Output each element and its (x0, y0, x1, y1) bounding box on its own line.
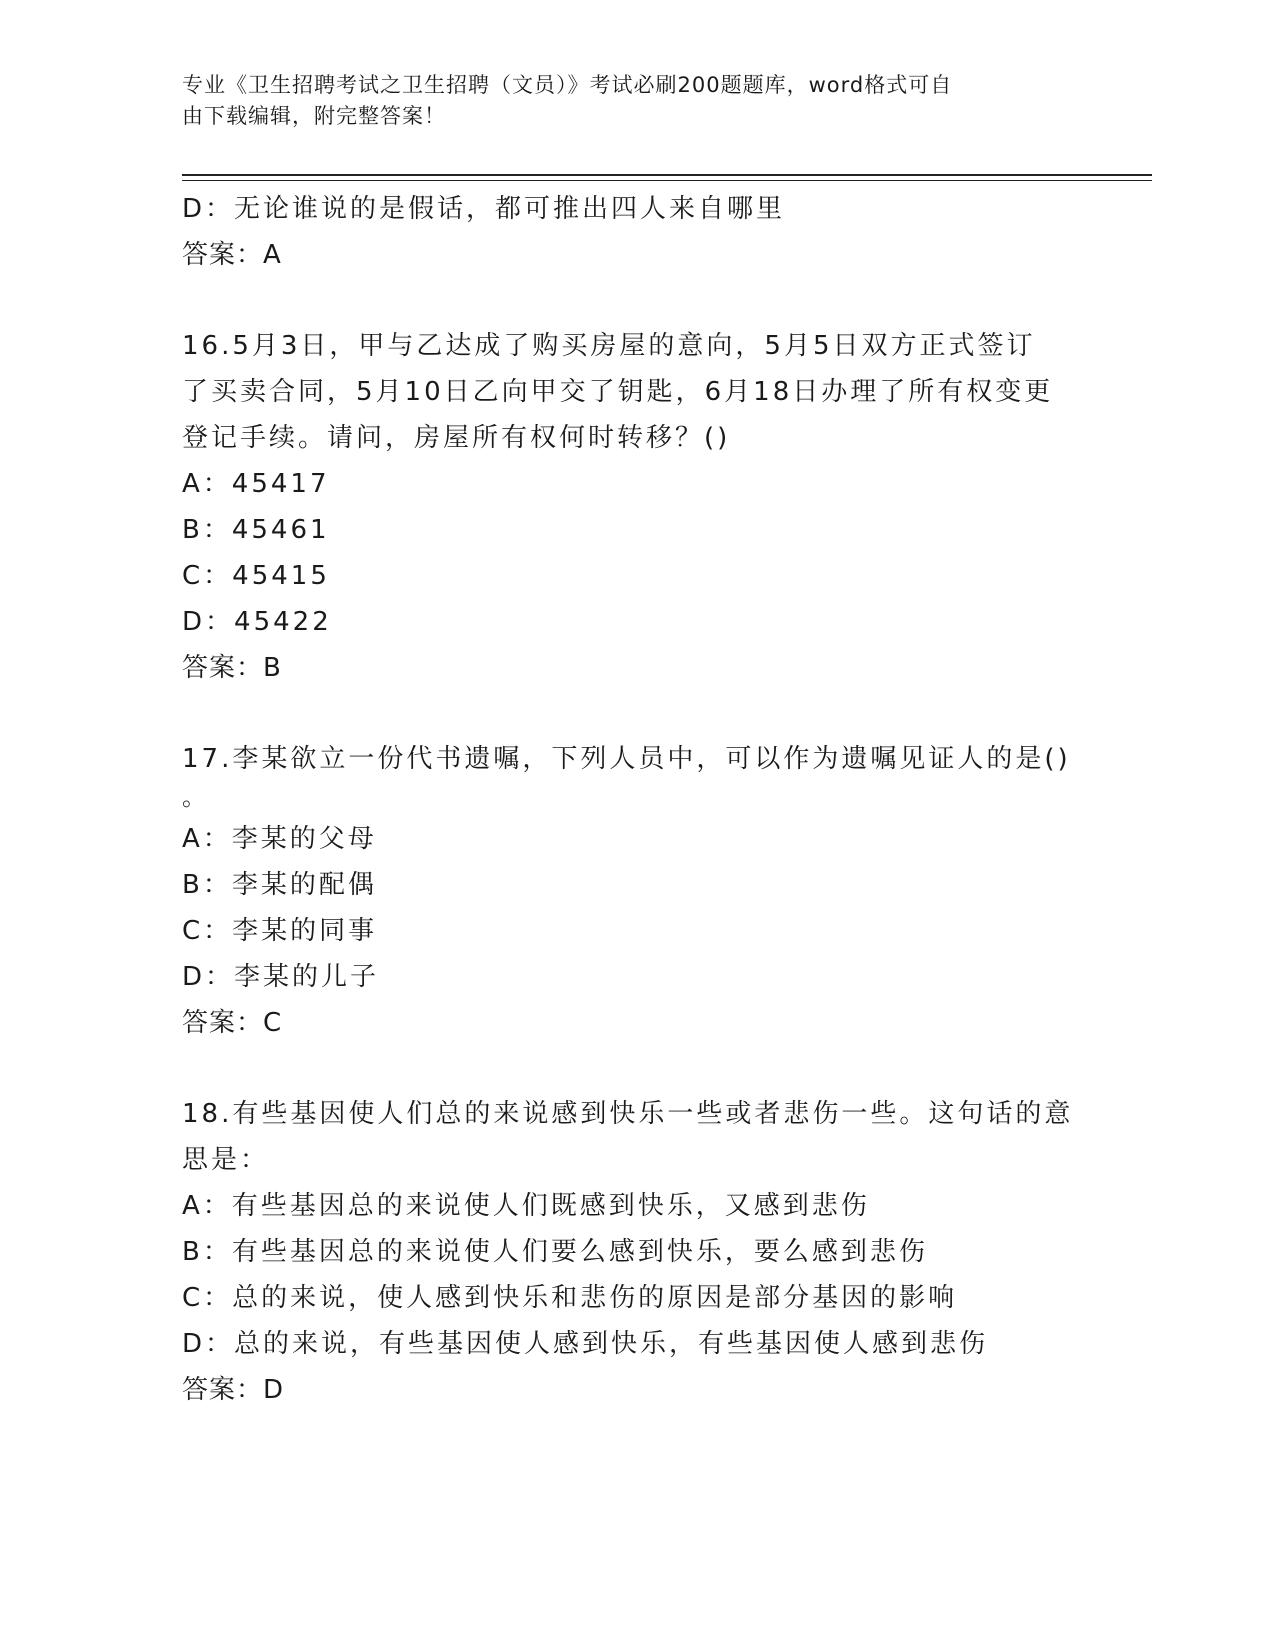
question-16-option-b: B：45461 (182, 515, 330, 545)
question-18-option-c: C：总的来说，使人感到快乐和悲伤的原因是部分基因的影响 (182, 1283, 958, 1313)
document-header (182, 70, 1062, 132)
question-17 (182, 736, 1082, 782)
header-divider-thin (182, 180, 1152, 181)
question-16-line-1: 16.5月3日，甲与乙达成了购买房屋的意向，5月5日双方正式签订 (182, 331, 1036, 361)
question-16-answer: 答案：B (182, 653, 282, 683)
question-17-option-c: C：李某的同事 (182, 916, 378, 946)
question-18-answer: 答案：D (182, 1375, 285, 1405)
question-18-option-b: B：有些基因总的来说使人们要么感到快乐，要么感到悲伤 (182, 1237, 928, 1267)
question-16 (182, 323, 1082, 461)
prev-option-d: D：无论谁说的是假话，都可推出四人来自哪里 (182, 194, 786, 224)
question-18-line-1: 18.有些基因使人们总的来说感到快乐一些或者悲伤一些。这句话的意 (182, 1099, 1074, 1129)
question-18-option-a: A：有些基因总的来说使人们既感到快乐，又感到悲伤 (182, 1191, 870, 1221)
header-line-2: 由下载编辑，附完整答案！ (182, 104, 446, 128)
question-content (182, 186, 1082, 1413)
spacer (182, 691, 1082, 736)
question-17-line-2: 。 (182, 783, 209, 811)
question-17-line-1: 17.李某欲立一份代书遗嘱，下列人员中，可以作为遗嘱见证人的是() (182, 744, 1071, 774)
prev-answer: 答案：A (182, 240, 282, 270)
spacer (182, 278, 1082, 323)
question-16-line-3: 登记手续。请问，房屋所有权何时转移？() (182, 423, 731, 453)
question-18-option-d: D：总的来说，有些基因使人感到快乐，有些基因使人感到悲伤 (182, 1329, 989, 1359)
question-17-option-b: B：李某的配偶 (182, 870, 377, 900)
question-16-option-d: D：45422 (182, 607, 332, 637)
question-16-option-a: A：45417 (182, 469, 330, 499)
question-17-option-d: D：李某的儿子 (182, 962, 380, 992)
header-line-1: 专业《卫生招聘考试之卫生招聘（文员）》考试必刷200题题库，word格式可自 (182, 73, 953, 97)
question-18 (182, 1091, 1082, 1183)
spacer (182, 1046, 1082, 1091)
question-18-line-2: 思是： (182, 1145, 270, 1175)
header-divider-thick (182, 174, 1152, 176)
question-17-option-a: A：李某的父母 (182, 824, 377, 854)
question-16-option-c: C：45415 (182, 561, 330, 591)
question-16-line-2: 了买卖合同，5月10日乙向甲交了钥匙，6月18日办理了所有权变更 (182, 377, 1054, 407)
question-17-answer: 答案：C (182, 1008, 283, 1038)
